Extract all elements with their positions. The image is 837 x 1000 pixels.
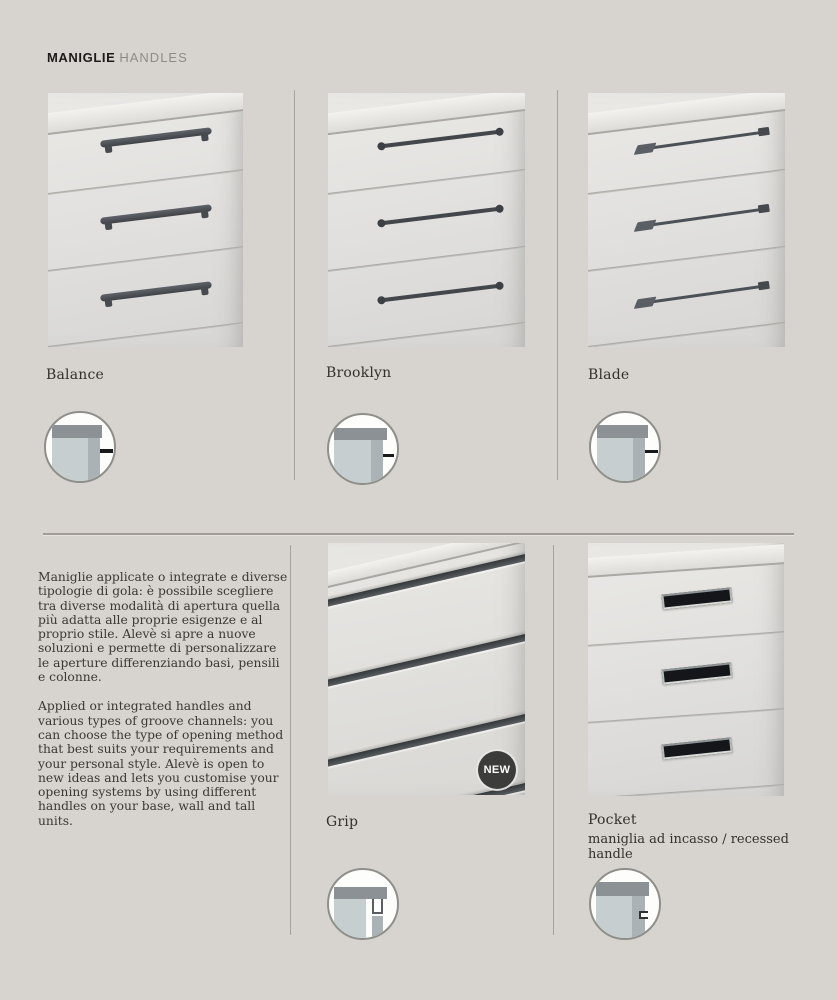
section-panel-edge [372,916,383,940]
intro-paragraph-english: Applied or integrated handles and various types of groove channels: you can choose the type of opening method that best suits your requirements and your personal style. Alevè is open to new ideas and lets you customise your opening systems by using different handles on your base, wall and tall units. [38,699,284,828]
intro-paragraph-italian: Maniglie applicate o integrate e diverse tipologie di gola: è possibile scegliere tra diverse modalità di apertura quella più adatta alle proprie esigenze e al proprio stile. Alevè si apre a nuove soluzioni e permette di personalizzare le aperture differenziando basi, pensili e colonne. [38,570,288,685]
section-top-panel [334,428,387,440]
countertop [48,93,243,137]
drawer-gap-line [588,783,784,796]
caption-balance: Balance [46,367,105,383]
drawer-gap-line [328,244,525,275]
brooklyn-handle [378,206,503,225]
title-english: HANDLES [119,50,188,65]
section-handle-profile [645,450,658,453]
countertop [588,93,785,137]
drawer-gap-line [588,630,784,648]
recessed-handle-slot [661,662,732,684]
caption-brooklyn: Brooklyn [326,365,392,381]
blade-handle [643,208,764,228]
drawer-gap-line [588,244,785,275]
balance-handle [100,281,212,302]
section-panel-edge [371,440,383,485]
cross-section-recessed-handle-icon [589,868,661,940]
column-divider [290,545,291,935]
section-front-panel [334,440,371,485]
product-photo-blade [588,93,785,347]
cross-section-applied-handle-icon [327,413,399,485]
product-photo-balance [48,93,243,347]
section-groove-profile [372,899,383,914]
section-top-panel [597,425,648,438]
column-divider [294,90,295,480]
countertop [588,543,784,579]
section-top-panel [334,887,387,899]
section-front-panel [52,438,88,483]
drawer-gap-line [48,320,243,347]
caption-grip: Grip [326,814,359,830]
cross-section-applied-handle-icon [589,411,661,483]
section-panel-edge [88,438,100,483]
section-top-panel [596,882,649,896]
section-front-panel [597,438,633,483]
section-handle-profile [100,449,113,453]
blade-handle [643,285,764,305]
drawer-gap-line [48,244,243,275]
title-italian: MANIGLIE [47,50,116,65]
drawer-gap-line [588,707,784,725]
column-divider [557,90,558,480]
drawer-gap-line [328,167,525,198]
section-pocket-notch [639,911,648,919]
page-title [47,50,188,65]
column-divider [553,545,554,935]
section-front-panel [334,899,366,940]
caption-pocket-subtitle: maniglia ad incasso / recessed handle [588,832,789,862]
intro-text [38,570,290,828]
balance-handle [100,127,212,148]
product-photo-grip [328,543,525,795]
caption-pocket: Pocket [588,812,637,828]
cross-section-groove-channel-icon [327,868,399,940]
drawer-gap-line [328,320,525,347]
cross-section-applied-handle-icon [44,411,116,483]
balance-handle [100,204,212,225]
groove-channel [328,630,525,690]
drawer-gap-line [588,320,785,347]
section-panel-edge [633,438,645,483]
new-badge: NEW [478,751,516,789]
section-divider [43,533,794,535]
recessed-handle-slot [661,737,732,759]
brooklyn-handle [378,283,503,302]
section-front-panel [596,896,632,940]
brooklyn-handle [378,129,503,148]
section-handle-profile [383,454,394,457]
drawer-gap-line [48,167,243,198]
product-photo-brooklyn [328,93,525,347]
drawer-gap-line [588,167,785,198]
caption-blade: Blade [588,367,630,383]
section-top-panel [52,425,102,438]
blade-handle [643,131,764,151]
product-photo-pocket [588,543,784,796]
recessed-handle-slot [661,587,732,609]
